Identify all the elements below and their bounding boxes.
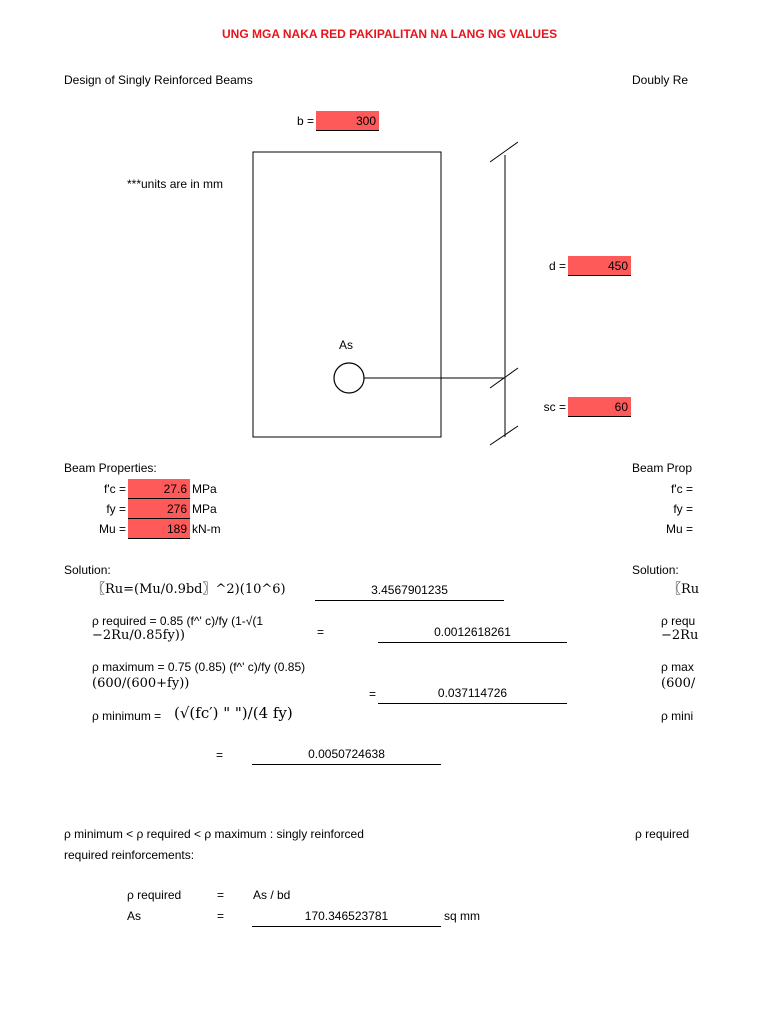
sc-input[interactable]: 60 [568,397,631,417]
right-ru: 〖Ru [668,582,700,597]
required-reinforcements-heading: required reinforcements: [64,848,195,862]
rho-minimum-label: ρ minimum = [92,709,162,723]
rebar-circle [334,363,364,393]
right-beam-properties: Beam Prop [632,461,693,475]
units-note: ***units are in mm [127,177,224,191]
mu-unit: kN-m [192,522,221,536]
instruction-note: UNG MGA NAKA RED PAKIPALITAN NA LANG NG VALUES [222,27,558,41]
solution-heading: Solution: [64,563,111,577]
right-column-clip [630,0,700,1024]
fy-label: fy = [106,502,126,516]
rho-maximum-value: 0.037114726 [378,685,567,704]
d-label: d = [548,259,566,273]
b-label: b = [296,114,314,128]
right-fc-label: f'c = [671,482,693,496]
rho-minimum-value: 0.0050724638 [252,746,441,765]
right-fy-label: fy = [673,502,693,516]
d-input[interactable]: 450 [568,256,631,276]
rho-minimum-equals: = [216,748,224,762]
final-as-equals: = [217,909,225,923]
fy-input[interactable]: 276 [128,499,190,519]
rho-maximum-formula-line2: (600/(600+fy)) [92,676,190,691]
final-as-value: 170.346523781 [252,908,441,927]
dimension-tick-bottom [490,426,518,445]
beam-outline [253,152,441,437]
right-rho-maximum-2: (600/ [661,676,696,691]
right-conclusion: ρ required [635,827,690,841]
fc-label: f'c = [104,482,126,496]
rho-required-formula-line2: −2Ru/0.85fy)) [92,628,185,643]
ru-value: 3.4567901235 [315,582,504,601]
left-title: Design of Singly Reinforced Beams [64,73,253,87]
rho-required-formula-line1: ρ required = 0.85 (f^' c)/fy (1-√(1 [92,614,264,628]
mu-input[interactable]: 189 [128,519,190,539]
ru-formula: 〖Ru=(Mu/0.9bd〗^2)(10^6) [92,582,286,597]
right-solution: Solution: [632,563,679,577]
beam-properties-heading: Beam Properties: [64,461,157,475]
as-label: As [339,338,354,352]
mu-label: Mu = [98,522,126,536]
final-as-label: As [127,909,142,923]
fc-input[interactable]: 27.6 [128,479,190,499]
dimension-tick-top [490,142,518,162]
right-title: Doubly Re [632,73,689,87]
right-rho-required-2: −2Ru [661,628,699,643]
b-input[interactable]: 300 [316,111,379,131]
sc-label: sc = [543,400,566,414]
rho-required-value: 0.0012618261 [378,624,567,643]
right-rho-minimum: ρ mini [661,709,694,723]
right-rho-required-1: ρ requ [661,614,696,628]
final-rho-label: ρ required [127,888,182,902]
conclusion-text: ρ minimum < ρ required < ρ maximum : singly reinforced [64,827,364,841]
rho-maximum-equals: = [369,687,377,701]
final-rho-equals: = [217,888,225,902]
fc-unit: MPa [192,482,217,496]
final-as-unit: sq mm [444,909,480,923]
fy-unit: MPa [192,502,217,516]
final-rho-expression: As / bd [253,888,291,902]
rho-maximum-formula-line1: ρ maximum = 0.75 (0.85) (f^' c)/fy (0.85) [92,660,306,674]
right-mu-label: Mu = [665,522,693,536]
rho-required-equals: = [317,625,325,639]
right-rho-maximum-1: ρ max [661,660,694,674]
rho-minimum-formula: (√(fc′) " ")/(4 fy) [174,704,293,722]
